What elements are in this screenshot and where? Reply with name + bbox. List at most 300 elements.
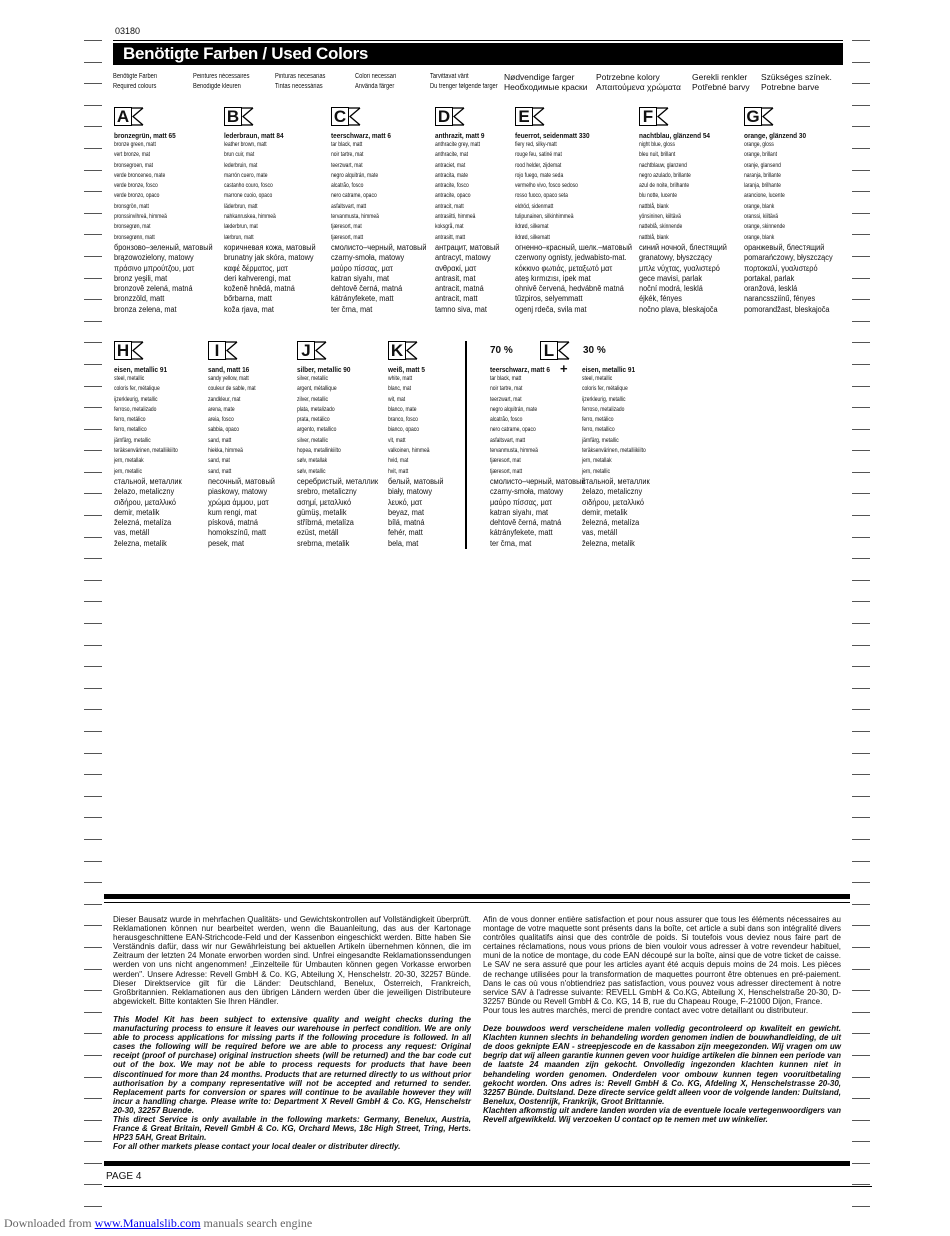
edge-tick [852,429,870,430]
color-translation: wit, mat [388,395,406,403]
edge-tick [84,731,102,732]
edge-tick [84,1120,102,1121]
color-translation: jern, metallic [582,467,610,475]
color-name: orange, glänzend 30 [744,131,807,140]
color-name: feuerrot, seidenmatt 330 [515,131,590,140]
color-name: silber, metallic 90 [297,365,351,374]
edge-tick [852,753,870,754]
color-translation: ogenj rdeča, svila mat [515,304,587,314]
color-translation: brązowozielony, matowy [114,253,194,263]
edge-tick [852,796,870,797]
language-label: Tarvittavat värit [430,73,469,80]
color-translation: sølv, metallak [297,457,328,465]
edge-tick [852,925,870,926]
color-translation: branco, fosco [388,416,418,424]
color-translation: tjæresort, matt [490,467,523,475]
color-translation: vermelho vivo, fosco sedoso [515,182,578,190]
color-translation: стальной, металлик [114,476,182,486]
color-translation: ferro, metallico [114,426,147,434]
color-translation: brun cuir, mat [224,151,255,159]
color-translation: éjkék, fényes [639,294,682,304]
color-translation: teerzwart, mat [331,161,363,169]
color-letter: J [297,341,315,360]
footer-suffix: manuals search engine [200,1216,313,1230]
color-letter-badge [540,340,572,360]
color-translation: rojo fuego, mate seda [515,171,564,179]
language-label: Tintas necessárias [275,83,323,90]
color-entry [114,106,224,315]
edge-tick [84,62,102,63]
edge-tick [84,1012,102,1013]
color-translation: смолисто–черный, матовый [331,242,427,252]
color-translation: λευκό, ματ [388,497,423,507]
color-translation: prata, metálico [297,416,330,424]
color-translation: μαύρο πίσσας, ματ [331,263,393,273]
service-top-rule-thin [104,902,850,903]
color-name: eisen, metallic 91 [114,365,168,374]
color-translation: tervanmusta, himmeä [331,213,379,221]
color-translation: antracit, matt [435,202,464,210]
edge-tick [84,774,102,775]
color-translation: ferro, metálico [582,416,614,424]
document-number: 03180 [115,26,141,36]
color-entry [515,106,632,315]
color-translation: marrone cuoio, opaco [224,192,273,200]
color-translation: noir tartre, mat [331,151,364,159]
color-translation: ferroso, metalizado [582,405,625,413]
color-translation: deri kahverengi, mat [224,273,291,283]
edge-tick [852,83,870,84]
color-translation: orange, gloss [744,141,774,148]
color-translation: coloris fer, métalique [582,385,628,393]
language-label: Colori necessari [355,73,397,80]
edge-tick [852,882,870,883]
color-translation: vas, metáll [114,528,150,538]
color-translation: hiekka, himmeä [208,447,243,455]
edge-tick [84,278,102,279]
color-translation: коричневая кожа, матовый [224,242,316,252]
color-translation: orange, blank [744,202,775,210]
language-label: Szükséges színek. [761,72,832,82]
edge-tick [84,170,102,171]
edge-tick [84,904,102,905]
color-translation: песочный, матовый [208,476,275,486]
color-translation: železna, metalik [582,538,635,548]
color-translation: ohnivě červená, hedvábně matná [515,284,624,294]
color-letter: A [114,107,132,126]
color-translation: sand, mat [208,457,230,465]
edge-tick [84,623,102,624]
edge-tick [84,537,102,538]
color-translation: antracite, opaco [435,192,471,200]
color-translation: orange, skinnende [744,223,786,231]
edge-tick [84,364,102,365]
edge-tick [852,299,870,300]
color-translation: asfaltsvart, matt [331,202,367,210]
color-translation: χρώμα άμμου, ματ [208,497,269,507]
edge-tick [852,148,870,149]
color-translation: bronsgrön, matt [114,202,149,210]
color-translation: ferro, metálico [114,416,146,424]
color-translation: dehtově černá, matná [490,518,562,528]
color-translation: antracyt, matowy [435,253,491,263]
color-translation: negro alquitrán, mate [490,405,538,413]
color-translation: argent, métallique [297,385,337,393]
edge-tick [84,386,102,387]
page-bottom-rule [104,1161,850,1166]
edge-tick [852,861,870,862]
page-title: Benötigte Farben / Used Colors [113,43,843,65]
edge-tick [84,1098,102,1099]
edge-tick [84,407,102,408]
service-left-column [113,915,471,1151]
color-translation: verde bronzo, opaco [114,192,160,200]
edge-tick [852,515,870,516]
color-translation: laranja, brilhante [744,182,781,190]
color-translation: ter črna, mat [490,538,532,548]
color-translation: fiery red, silky-matt [515,141,557,148]
edge-tick [84,1077,102,1078]
color-translation: katran siyahı, mat [490,507,549,517]
edge-tick [852,321,870,322]
edge-tick [84,256,102,257]
color-translation: πράσινο μπρούτζου, ματ [114,263,195,273]
edge-tick [84,882,102,883]
edge-tick [852,472,870,473]
color-translation: naranja, brillante [744,171,781,179]
edge-tick [852,969,870,970]
badge-arrow-icon [132,107,146,126]
edge-tick [84,753,102,754]
page-bottom-thin-rule [104,1186,872,1187]
color-translation: arancione, lucente [744,192,785,200]
color-translation: kátrányfekete, matt [490,528,553,538]
color-entry [639,106,749,315]
mix-plus: + [560,361,568,376]
color-translation: gece mavisi, parlak [639,273,703,283]
color-translation: portakal, parlak [744,273,795,283]
color-translation: rouge feu, satiné mat [515,151,562,159]
badge-arrow-icon [762,107,776,126]
color-translation: eldröd, sidenmatt [515,202,554,210]
color-translation: bronzově zelená, matná [114,284,193,294]
language-label: Required colours [113,83,157,90]
edge-tick [852,688,870,689]
service-text-en: This Model Kit has been subject to extensive quality and weight checks during the manufacturing process to ensure it leaves our warehouse in perfect condition. We are only able to process applications for missing parts if the following procedure is followed. In all cases the following will be required before we are able to process any request: Original receipt (proof of purchase) original instruction sheets (will be returned) and the bar code cut out of the box. We may not be able to process requests for products that have been discontinued for more than 24 months. Products that are returned directly to us without prior authorisation by a company representative will not be accepted and returned to sender. Replacement parts for conversion or spares will continue to be available however they will incur a handling charge. Please write to: Department X Revell GmbH & Co. KG, Henschelstr 20-30, 32257 Buende. [113,1014,471,1115]
color-translation: ildrød, silkematt [515,233,550,241]
color-translation: tjæresort, matt [331,233,364,241]
color-translation: beyaz, mat [388,507,425,517]
language-label: Gerekli renkler [692,72,748,82]
color-translation: ferroso, metalizado [114,405,157,413]
color-translation: zandkleur, mat [208,395,241,403]
color-translation: μπλε νύχτας, γυαλιστερό [639,263,720,273]
edge-tick [84,925,102,926]
color-translation: antracita, mate [435,171,468,179]
color-name: teerschwarz, matt 6 [331,131,391,140]
color-translation: смолисто–черный, матовый [490,476,586,486]
edge-tick [852,450,870,451]
color-translation: nočno plava, bleskajoča [639,304,718,314]
color-translation: argento, metallico [297,426,337,434]
color-translation: anthracite grey, matt [435,141,481,148]
edge-tick [84,580,102,581]
color-translation: kátrányfekete, matt [331,294,394,304]
manualslib-link[interactable]: www.Manualslib.com [94,1216,201,1230]
left-edge-marks [84,40,104,1228]
color-name: eisen, metallic 91 [582,365,636,374]
color-letter: K [388,341,406,360]
color-translation: rood helder, zijdemat [515,161,562,169]
badge-arrow-icon [226,341,240,360]
edge-tick [852,364,870,365]
right-edge-marks [852,40,872,1228]
language-label: Använda färger [355,83,395,90]
badge-arrow-icon [132,341,146,360]
download-footer [4,1216,312,1231]
color-translation: natteblå, skinnende [639,223,683,231]
color-translation: bronze green, matt [114,141,156,148]
color-translation: oranssi, kiiltävä [744,213,779,221]
color-translation: brunatny jak skóra, matowy [224,253,314,263]
color-translation: white, matt [388,375,413,382]
service-text-de: Dieser Bausatz wurde in mehrfachen Qualitäts- und Gewichtskontrollen auf Vollständigkeit überprüft. Reklamationen können nur bearbeitet werden, wenn die Bauanleitung, das aus der Kartonage herausgeschnittene EAN-Strichcode-Feld und der Kassenbon eingeschickt werden. Bitte haben Sie Verständnis dafür, dass wir nur Gewährleistung bei aktuellen Artikeln übernehmen können, die im Zeitraum der letzten 24 Monate erworben worden sind. Unfrei eingesandte Reklamationssendungen werden von uns nicht angenommen! „Einzelteile für Umbauten können gegen Vorkasse erworben werden". Unsere Adresse: Revell GmbH & Co. KG, Abteilung X, Henschelstr. 20-30, 32257 Bünde. Dieser Direktservice gilt für die Länder: Deutschland, Benelux, Österreich, Frankreich, Großbritannien. Reklamationen aus den übrigen Ländern werden über die jeweiligen Distributeure abgewickelt. Bitte kontakten Sie Ihren Händler. [113,915,471,1006]
color-translation: sandy yellow, matt [208,375,249,382]
color-translation: jern, metallak [582,457,612,465]
color-translation: arena, mate [208,405,235,413]
edge-tick [852,817,870,818]
edge-tick [852,1206,870,1207]
color-translation: steel, metallic [114,375,145,382]
color-translation: tjæresort, mat [490,457,521,465]
color-translation: bronsegrønn, matt [114,233,155,241]
color-translation: czerwony ognisty, jedwabisto-mat. [515,253,627,263]
color-entry [331,106,441,315]
edge-tick [84,1055,102,1056]
color-translation: bőrbarna, matt [224,294,272,304]
color-translation: jern, metallak [114,457,144,465]
color-translation: coloris fer, métalique [114,385,160,393]
color-translation: bronsegrøn, mat [114,223,151,231]
badge-arrow-icon [533,107,547,126]
service-text-en-markets: This direct Service is only available in the following markets: Germany, Benelux, Austria, France & Great Britain, Revell GmbH & Co. KG, Orchard Mews, 18c High Street, Tring, Herts. HP23 5AH, Great Britain. [113,1114,471,1143]
edge-tick [852,731,870,732]
edge-tick [84,148,102,149]
color-translation: κόκκινο φωτιάς, μεταξωτό ματ [515,263,613,273]
edge-tick [852,666,870,667]
color-translation: tar black, matt [490,375,522,382]
edge-tick [84,947,102,948]
color-translation: leather brown, matt [224,141,267,148]
service-text-fr-other: Pour tous les autres marchés, merci de prendre contact avec votre detaillant ou distributeur. [483,1005,809,1015]
color-translation: серебристый, металлик [297,476,379,486]
edge-tick [852,407,870,408]
color-translation: vas, metáll [582,528,618,538]
color-translation: стальной, металлик [582,476,650,486]
color-translation: nattblå, blank [639,202,669,210]
language-label: Potrebne barve [761,82,820,92]
color-name: weiß, matt 5 [388,365,425,374]
color-letter: E [515,107,533,126]
color-translation: koža rjava, mat [224,304,274,314]
color-translation: verde bronze, fosco [114,182,158,190]
edge-tick [852,774,870,775]
color-translation: ferro, metallico [582,426,615,434]
color-translation: yönsininen, kiiltävä [639,213,681,221]
color-translation: бронзово–зеленый, матовый [114,242,213,252]
edge-tick [852,580,870,581]
color-translation: bronzzöld, matt [114,294,165,304]
color-translation: biały, matowy [388,487,433,497]
color-translation: anthracite, mat [435,151,468,159]
top-rule [113,40,843,41]
color-translation: demir, metalik [114,507,160,517]
color-translation: tjæresort, mat [331,223,362,231]
edge-tick [84,601,102,602]
service-top-rule [104,894,850,899]
color-translation: żelazo, metaliczny [582,487,643,497]
edge-tick [852,1163,870,1164]
edge-tick [852,493,870,494]
edge-tick [84,1184,102,1185]
color-translation: antracit, matná [435,284,484,294]
color-translation: couleur de sable, mat [208,385,256,393]
color-translation: alcatrão, fosco [331,182,364,190]
color-translation: oranžová, lesklá [744,284,798,294]
color-translation: fehér, matt [388,528,423,538]
language-label: Pinturas necesarias [275,73,326,80]
color-translation: orange, brillant [744,151,777,159]
color-translation: sabbia, opaco [208,426,240,434]
edge-tick [852,839,870,840]
service-text-en-other: For all other markets please contact your local dealer or distributer directly. [113,1142,401,1152]
color-translation: písková, matná [208,518,258,528]
color-translation: oranje, glansend [744,161,781,169]
color-translation: hvid, mat [388,457,409,465]
edge-tick [852,623,870,624]
color-translation: železná, metalíza [114,518,172,528]
badge-arrow-icon [558,341,572,360]
color-letter: C [331,107,349,126]
color-translation: nattblå, blank [639,233,669,241]
edge-tick [84,558,102,559]
edge-tick [84,126,102,127]
footer-prefix: Downloaded from [4,1216,95,1230]
color-translation: granatowy, błyszczący [639,253,713,263]
color-translation: homokszínű, matt [208,528,267,538]
color-translation: noční modrá, lesklá [639,284,703,294]
color-letter-badge [331,106,441,126]
color-translation: koksgrå, mat [435,223,464,231]
color-translation: ijzerkleurig, metallic [114,395,158,403]
color-translation: teräksenvärinen, metalliikiilto [114,447,178,455]
language-label: Potřebné barvy [692,82,750,92]
color-translation: teräksenvärinen, metalliikiilto [582,447,646,455]
color-translation: negro azulado, brillante [639,171,691,179]
color-translation: sølv, metallic [297,467,326,475]
color-translation: bianco, opaco [388,426,420,434]
edge-tick [84,1163,102,1164]
color-translation: sand, matt [208,467,232,475]
color-letter-badge [639,106,749,126]
color-translation: σιδήρου, μεταλλικό [114,497,177,507]
color-translation: castanho couro, fosco [224,182,273,190]
color-translation: ijzerkleurig, metallic [582,395,626,403]
color-translation: dehtově černá, matná [331,284,403,294]
color-entry [582,360,692,549]
color-translation: bronza zelena, mat [114,304,177,314]
color-translation: πορτοκαλί, γυαλιστερό [744,263,818,273]
edge-tick [852,256,870,257]
edge-tick [84,493,102,494]
color-translation: sand, matt [208,436,232,444]
edge-tick [84,709,102,710]
color-translation: alcatrão, fosco [490,416,523,424]
color-translation: синий ночной, блестящий [639,242,727,252]
edge-tick [852,191,870,192]
color-translation: læderbrun, mat [224,223,258,231]
color-letter-badge [388,340,498,360]
color-translation: steel, metallic [582,375,613,382]
color-translation: blanco, mate [388,405,417,413]
color-letter-badge [224,106,334,126]
color-translation: silver, metallic [297,436,329,444]
edge-tick [852,947,870,948]
color-translation: nero catrame, opaco [490,426,536,434]
edge-tick [84,105,102,106]
language-label: Απαιτούμενα χρώματα [596,82,681,92]
edge-tick [852,40,870,41]
color-translation: ανθρακί, ματ [435,263,477,273]
language-label: Potrzebne kolory [596,72,660,82]
color-translation: železná, metalíza [582,518,640,528]
color-translation: negro alquitrán, mate [331,171,379,179]
color-translation: plata, metalizado [297,405,335,413]
language-label: Nødvendige farger [504,72,575,82]
edge-tick [84,817,102,818]
color-translation: żelazo, metaliczny [114,487,175,497]
color-translation: tervanmusta, himmeä [490,447,538,455]
edge-tick [852,62,870,63]
edge-tick [852,1055,870,1056]
color-translation: ασημί, μεταλλικό [297,497,352,507]
color-translation: καφέ δέρματος, ματ [224,263,288,273]
mix-percent-right: 30 % [583,345,606,356]
color-letter: F [639,107,657,126]
color-translation: pesek, mat [208,538,245,548]
edge-tick [852,1077,870,1078]
edge-tick [84,429,102,430]
service-text-fr: Afin de vous donner entière satisfaction et pour nous assurer que tous les éléments nécessaires au montage de votre maquette sont présents dans la boîte, cet article a subi dans son intégralité divers contrôles qualitatifs ainsi que des contrôle de poids. Si toutefois vous deviez nous faire part de certaines réclamations, nous vous prions de bien vouloir vous adresser à votre revendeur habituel, muni de la notice de montage, du code EAN découpé sur la boîte, ainsi que de votre ticket de caisse. Le SAV ne sera assuré que pour les articles ayant été acquis depuis moins de 24 mois. Les pièces de rechange utilisées pour la transformation de maquettes pourront être obtenues en pré-paiement. Dans le cas où vous n'obtiendriez pas satisfaction, vous pouvez vous adresser directement à notre service SAV à l'adresse suivante: REVELL GmbH & Co.KG, Abteilung X, Henschelstraße 20-30, D-32257 Bünde ou Revell GmbH & Co. KG, 14 B, rue du Chapeau Rouge, F-21000 Dijon, France. [483,915,841,1006]
color-name: lederbraun, matt 84 [224,131,284,140]
color-translation: оранжевый, блестящий [744,242,825,252]
color-translation: zilver, metallic [297,395,329,403]
color-translation: night blue, gloss [639,141,676,148]
color-translation: bronsegroen, mat [114,161,154,169]
edge-tick [852,105,870,106]
edge-tick [84,645,102,646]
color-translation: antrasiitti, himmeä [435,213,476,221]
edge-tick [852,126,870,127]
mix-divider [465,341,467,549]
color-translation: czarny-smoła, matowy [331,253,405,263]
edge-tick [852,1120,870,1121]
edge-tick [84,472,102,473]
edge-tick [852,904,870,905]
color-translation: tűzpiros, selyemmatt [515,294,583,304]
language-label: Du trenger følgende farger [430,83,498,90]
color-translation: lærbrun, matt [224,233,254,241]
